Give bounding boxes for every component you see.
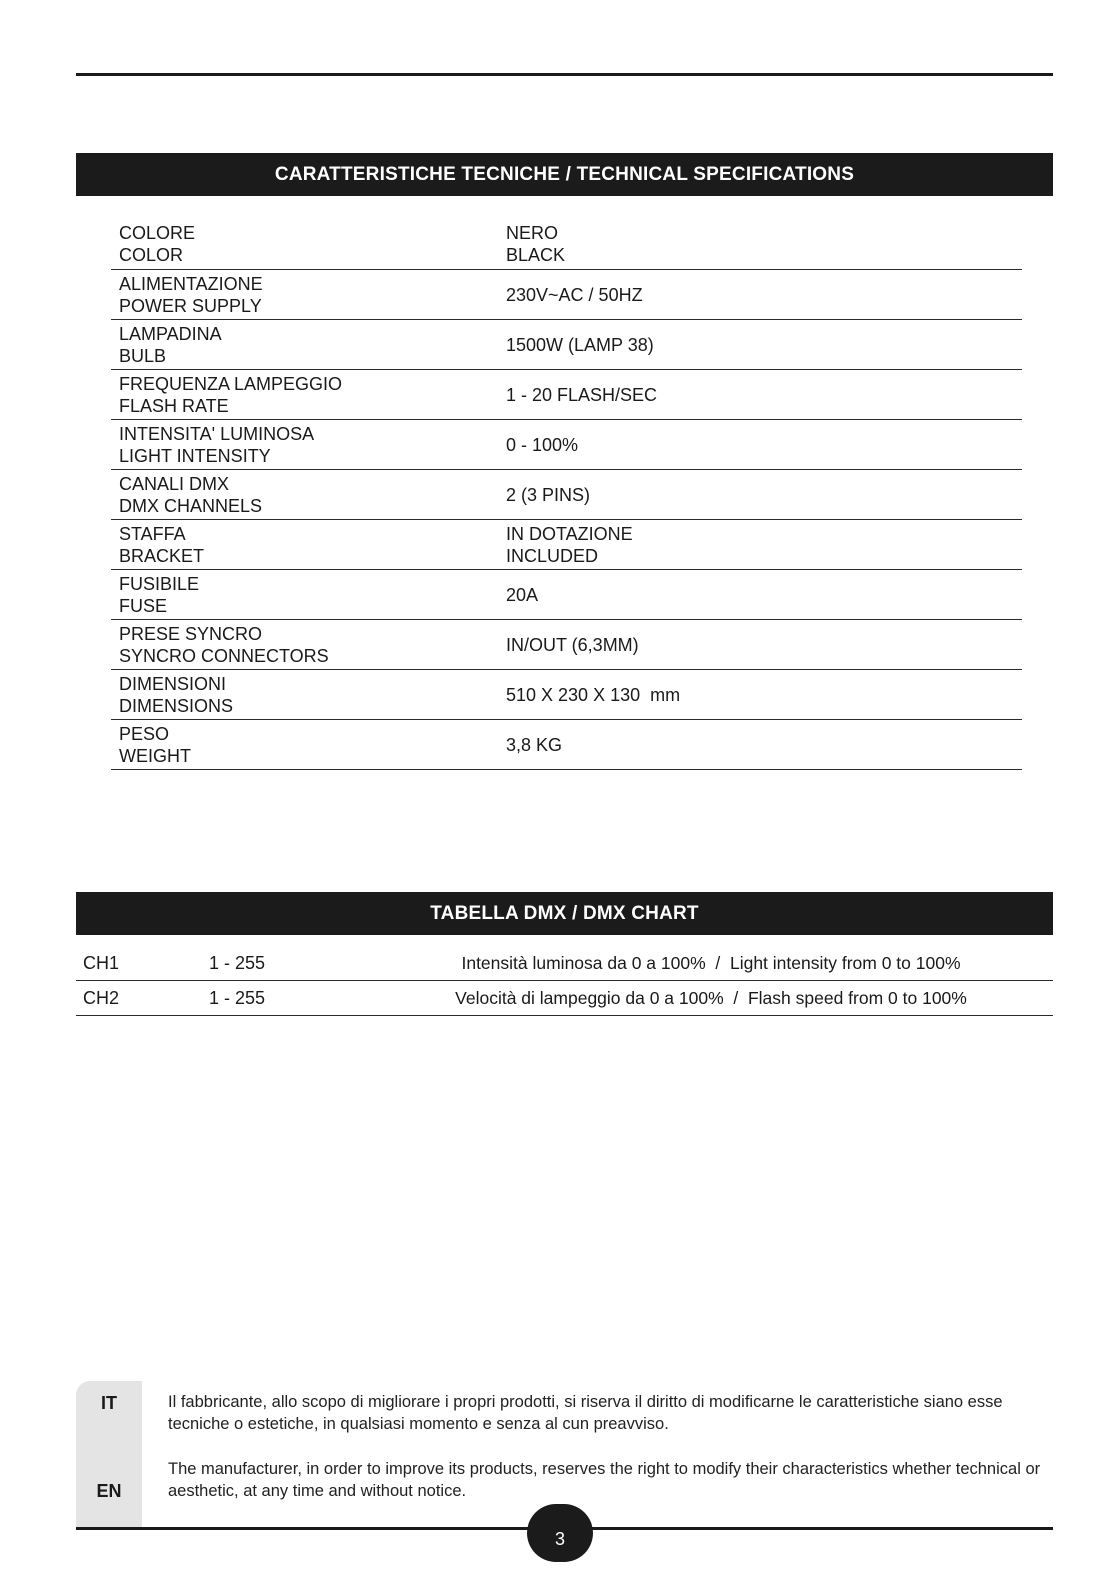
spec-label [111,723,506,767]
dmx-channel: CH2 [83,987,120,1008]
label-en: FLASH RATE [119,395,229,416]
notice-text-it: Il fabbricante, allo scopo di migliorare i propri prodotti, si riserva il diritto di modificarne le caratteristiche siano esse tecniche o estetiche, in qualsiasi momento e senza al cun preavviso. [168,1393,1003,1433]
dmx-header [76,892,1053,935]
language-column [76,1381,142,1528]
label-it: CANALI DMX [119,473,230,494]
label-it: STAFFA [119,523,186,544]
spec-label [111,423,506,467]
label-it: LAMPADINA [119,323,222,344]
spec-value: 0 - 100% [506,434,579,455]
spec-label [111,673,506,717]
label-it: ALIMENTAZIONE [119,273,263,294]
label-it: DIMENSIONI [119,673,227,694]
spec-label [111,222,506,266]
label-it: COLORE [119,222,196,243]
dmx-row [76,946,1053,981]
dmx-table [76,946,1053,1016]
label-it: FUSIBILE [119,573,200,594]
spec-row-weight [111,720,1022,770]
value-it: IN DOTAZIONE [506,523,633,544]
dmx-description: Intensità luminosa da 0 a 100% / Light intensity from 0 to 100% [461,952,961,973]
label-en: BULB [119,345,167,366]
page-number: 3 [527,1504,593,1562]
value-en: BLACK [506,244,566,265]
label-en: FUSE [119,595,168,616]
label-en: BRACKET [119,545,205,566]
spec-row-flash-rate [111,370,1022,420]
spec-value: 1 - 20 FLASH/SEC [506,384,658,405]
spec-value: 1500W (LAMP 38) [506,334,654,355]
dmx-description: Velocità di lampeggio da 0 a 100% / Flash speed from 0 to 100% [455,987,967,1008]
spec-value: 2 (3 PINS) [506,484,591,505]
language-label-it: IT [101,1393,117,1413]
dmx-range: 1 - 255 [209,952,266,973]
spec-row-bulb [111,320,1022,370]
label-en: COLOR [119,244,184,265]
dmx-channel: CH1 [83,952,120,973]
specs-title: CARATTERISTICHE TECNICHE / TECHNICAL SPECIFICATIONS [274,163,855,185]
spec-label [111,623,506,667]
notice-text-en: The manufacturer, in order to improve its products, reserves the right to modify their characteristics whether technical or aesthetic, at any time and without notice. [168,1460,1041,1500]
specs-table [111,218,1022,770]
label-it: INTENSITA' LUMINOSA [119,423,315,444]
label-it: PESO [119,723,170,744]
spec-row-dimensions [111,670,1022,720]
spec-row-bracket [111,520,1022,570]
spec-value [506,523,1022,567]
label-en: WEIGHT [119,745,191,766]
spec-value: 3,8 KG [506,734,563,755]
label-en: LIGHT INTENSITY [119,445,271,466]
spec-row-color [111,218,1022,270]
spec-value: 230V~AC / 50HZ [506,284,643,305]
dmx-range: 1 - 255 [209,987,266,1008]
spec-label [111,323,506,367]
spec-value [506,222,1022,266]
specs-header [76,153,1053,196]
spec-row-power-supply [111,270,1022,320]
spec-label [111,473,506,517]
spec-row-light-intensity [111,420,1022,470]
label-en: POWER SUPPLY [119,295,262,316]
spec-row-dmx-channels [111,470,1022,520]
spec-label [111,573,506,617]
spec-row-syncro-connectors [111,620,1022,670]
spec-label [111,373,506,417]
spec-label [111,523,506,567]
spec-label [111,273,506,317]
spec-value: 510 X 230 X 130 mm [506,684,681,705]
dmx-row [76,981,1053,1016]
language-label-en: EN [96,1481,122,1501]
label-en: DMX CHANNELS [119,495,263,516]
label-en: DIMENSIONS [119,695,234,716]
spec-row-fuse [111,570,1022,620]
spec-value: IN/OUT (6,3MM) [506,634,639,655]
value-en: INCLUDED [506,545,599,566]
label-it: FREQUENZA LAMPEGGIO [119,373,343,394]
label-en: SYNCRO CONNECTORS [119,645,329,666]
top-rule [76,73,1053,76]
dmx-title: TABELLA DMX / DMX CHART [430,902,699,924]
value-it: NERO [506,222,559,243]
spec-value: 20A [506,584,539,605]
label-it: PRESE SYNCRO [119,623,263,644]
